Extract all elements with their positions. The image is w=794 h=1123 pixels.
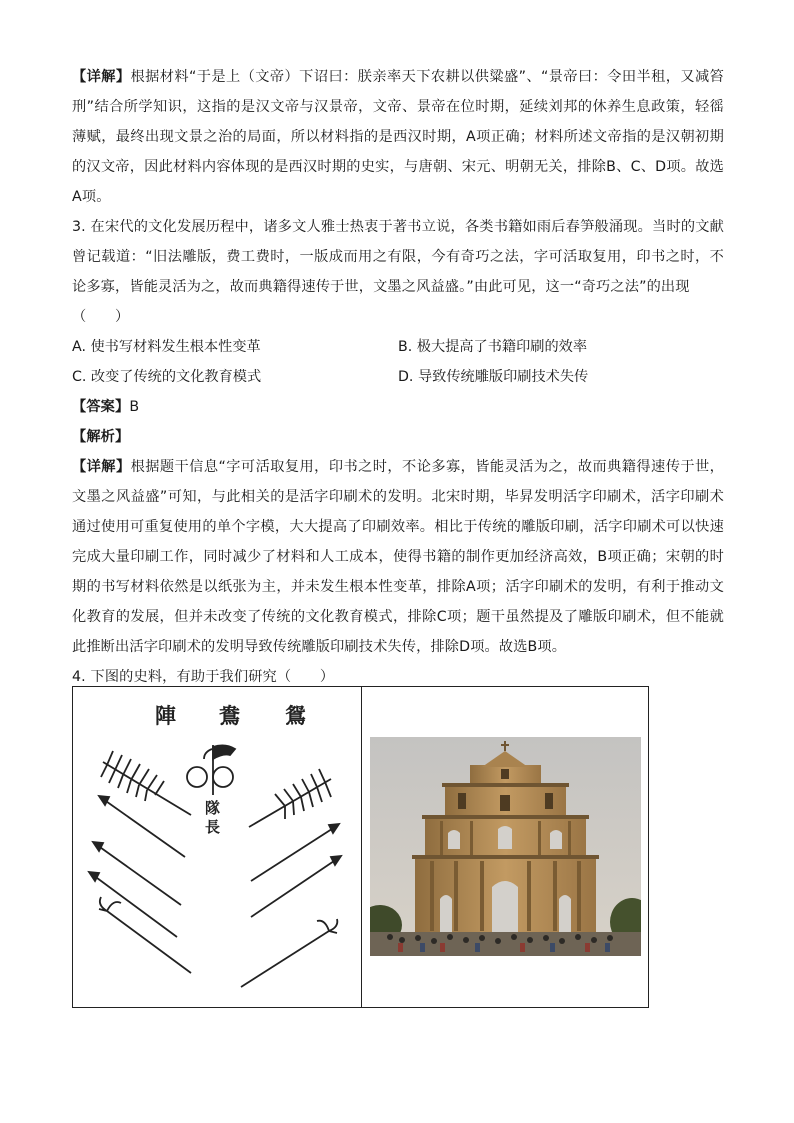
shield-icon	[213, 767, 233, 787]
mandarin-duck-formation-diagram-icon	[73, 687, 361, 1007]
q2-detail	[72, 62, 724, 212]
option-d: D. 导致传统雕版印刷技术失传	[398, 369, 589, 385]
trident-icon	[99, 897, 191, 973]
formation-title-char: 鴦	[219, 703, 240, 728]
trident-icon	[241, 919, 337, 987]
q3-bracket: （ ）	[72, 309, 130, 325]
q3-options	[72, 332, 724, 392]
bamboo-brush-icon	[249, 769, 331, 827]
ruins-photo	[370, 737, 641, 956]
detail-text: 根据材料“于是上（文帝）下诏曰：朕亲率天下农耕以供粱盛”、“景帝曰：令田半租，又减笞刑”结合所学知识，这指的是汉文帝与汉景帝，文帝、景帝在位时期，延续刘邦的休养生息政策，轻徭薄赋，最终出现文景之治的局面，所以材料指的是西汉时期，A项正确；材料所述文帝指的是汉朝初期的汉文帝，因此材料内容体现的是西汉时期的史实，与唐朝、宋元、明朝无关，排除B、C、D项。故选A项。	[72, 69, 724, 205]
detail-text: 根据题干信息“字可活取复用，印书之时，不论多寡，皆能灵活为之，故而典籍得速传于世，文墨之风益盛”可知，与此相关的是活字印刷术的发明。北宋时期，毕昇发明活字印刷术，活字印刷术通过使用可重复使用的单个字模，大大提高了印刷效率。相比于传统的雕版印刷，活字印刷术可以快速完成大量印刷工作，同时减少了材料和人工成本，使得书籍的制作更加经济高效，B项正确；宋朝的时期的书写材料依然是以纸张为主，并未发生根本性变革，排除A项；活字印刷术的发明，有利于推动文化教育的发展，但并未改变了传统的文化教育模式，排除C项；题干虽然提及了雕版印刷术，但不能就此推断出活字印刷术的发明导致传统雕版印刷技术失传，排除D项。故选B项。	[72, 459, 724, 655]
analysis-tag: 【解析】	[72, 429, 130, 445]
q4-figure-table	[72, 686, 649, 1008]
q3-answer	[72, 392, 724, 422]
page-content	[72, 62, 724, 692]
formation-title-char: 鴛	[285, 703, 306, 728]
ruins-of-st-paul-photo-icon	[370, 737, 641, 956]
q3-analysis	[72, 422, 724, 452]
spear-icon	[99, 796, 185, 857]
formation-diagram-cell	[73, 687, 362, 1007]
spear-icon	[251, 824, 339, 881]
option-c: C. 改变了传统的文化教育模式	[72, 369, 262, 385]
shield-icon	[187, 767, 207, 787]
leader-label-char: 隊	[205, 799, 221, 817]
option-a: A. 使书写材料发生根本性变革	[72, 339, 261, 355]
spear-icon	[93, 842, 181, 905]
answer-value: B	[129, 399, 140, 415]
answer-tag: 【答案】	[72, 399, 130, 415]
spear-icon	[89, 872, 177, 937]
option-b: B. 极大提高了书籍印刷的效率	[398, 339, 588, 355]
spear-icon	[251, 856, 341, 917]
detail-tag: 【详解】	[72, 69, 131, 85]
q3-stem: 3. 在宋代的文化发展历程中，诸多文人雅士热衷于著书立说，各类书籍如雨后春笋般涌现。当时的文献曾记载道：“旧法雕版，费工费时，一版成而用之有限，今有奇巧之法，字可活取复用，印书之时，不论多寡，皆能灵活为之，故而典籍得速传于世，文墨之风益盛。”由此可见，这一“奇巧之法”的出现	[72, 219, 724, 295]
photo-cell	[362, 687, 648, 1007]
formation-title-char: 陣	[155, 703, 176, 728]
q3-detail	[72, 452, 724, 662]
q4-stem: 4. 下图的史料，有助于我们研究（ ）	[72, 669, 335, 685]
leader-label-char: 長	[205, 818, 221, 836]
bamboo-brush-icon	[101, 751, 191, 815]
detail-tag: 【详解】	[72, 459, 131, 475]
